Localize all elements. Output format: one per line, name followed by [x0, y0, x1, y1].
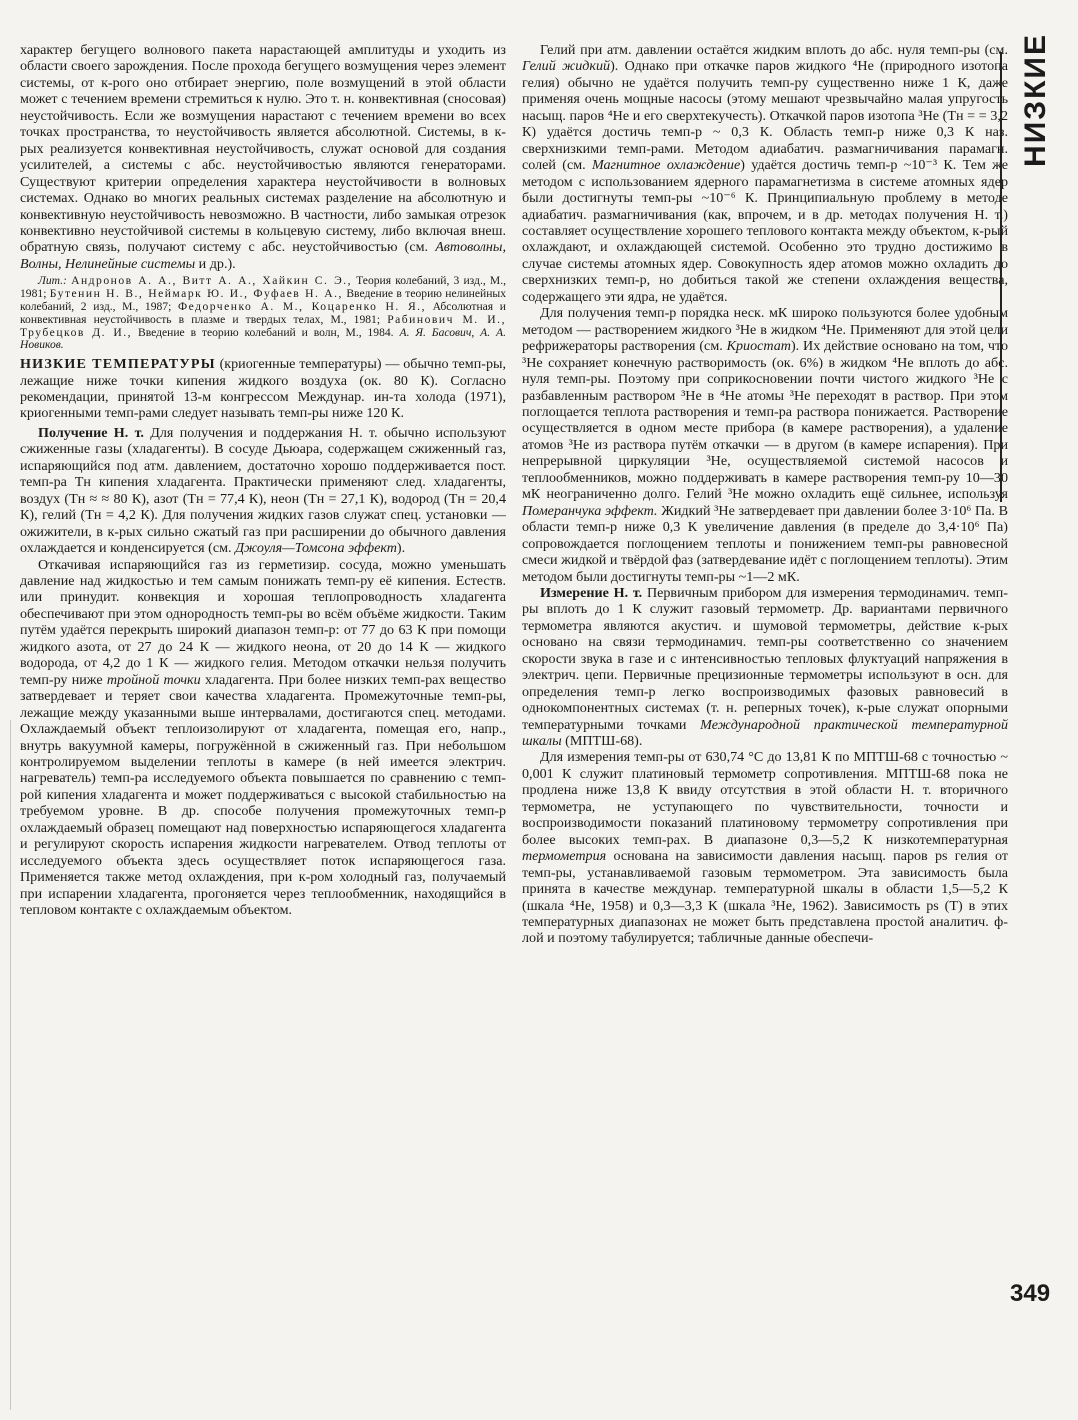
- ref-joule-thomson: Джоуля—Томсона эффект: [235, 540, 397, 557]
- ref-triple-point: тройной точки: [106, 671, 201, 688]
- section-running-head: [1010, 33, 1062, 167]
- ref-mptsh: Международной практической температурной шкалы: [522, 716, 1009, 750]
- section-heading-obtaining: Получение Н. т.: [38, 424, 144, 441]
- scan-edge-line: [10, 720, 11, 1410]
- paragraph-instability: характер бегущего волнового пакета нарастающей амплитуды и уходить из области своего зарождения. После прохода бегущего возмущения через элемент системы, от к-рого оно отбирает энергию, поле возмущений в этой области может с течением времени стремиться к нулю. Это т. н. конвективная (сносовая) неустойчивость. Если же возмущения нарастают с течением времени во всех точках пространства, то неустойчивость является абсолютной. Системы, в к-рых реализуется конвективная неустойчивость, служат основой для создания усилителей, а системы с абс. неустойчивостью являются генераторами. Существуют критерии определения характера неустойчивости в волновых системах. Однако во многих реальных системах разделение на абсолютную и конвективную неустойчивость невозможно. В частности, либо замыкая отрезок конвективно неустойчивой системы в кольцевую систему, либо включая внеш. обратную связь, получают систему с абс. неустойчивостью (см. Автоволны, Волны, Нелинейные системы и др.).: [20, 42, 506, 272]
- article-lead: НИЗКИЕ ТЕМПЕРАТУРЫ (криогенные температуры) — обычно темп-ры, лежащие ниже точки кипения жидкого воздуха (ок. 80 К). Согласно рекомендации, принятой 13-м конгрессом Междунар. ин-та холода (1971), криогенными темп-рами следует называть темп-ры ниже 120 К.: [20, 356, 506, 422]
- ref-waves: Волны,: [20, 255, 62, 272]
- ref-pomeranchuk: Померанчука эффект.: [522, 502, 658, 519]
- ref-thermometry: термометрия: [522, 848, 607, 865]
- section-measurement: Измерение Н. т. Первичным прибором для измерения термодинамич. темп-ры вплоть до 1 К служит газовый термометр. Др. вариантами первичного термометра являются акустич. и шумовой термометры, действие к-рых основано на связи термодинамич. темп-ры соответственно со значением скорости звука в газе и с интенсивностью тепловых флуктуаций напряжения в электрич. цепи. Первичные прецизионные термометры используют в осн. для определения темп-р легко воспроизводимых фазовых равновесий в однокомпонентных системах (т. н. реперных точек), к-рые служат опорными температурными точками Международной практической температурной шкалы (МПТШ-68).: [522, 584, 1009, 750]
- section-heading-measurement: Измерение Н. т.: [540, 584, 643, 601]
- article-title: НИЗКИЕ ТЕМПЕРАТУРЫ: [20, 356, 216, 373]
- literature-list: Лит.: Андронов А. А., Витт А. А., Хайкин С. Э., Теория колебаний, 3 изд., М., 1981; Бутенин Н. В., Неймарк Ю. И., Фуфаев Н. А., Введение в теорию нелинейных колебаний, 2 изд., М., 1987; Федорченко А. М., Коцаренко Н. Я., Абсолютная и конвективная неустойчивость в плазме и твердых телах, М., 1981; Рабинович М. И., Трубецков Д. И., Введение в теорию колебаний и волн, М., 1984. А. Я. Басович, А. А. Новиков.: [20, 274, 506, 352]
- section-obtaining: Получение Н. т. Для получения и поддержания Н. т. обычно используют сжиженные газы (хладагенты). В сосуде Дьюара, содержащем сжиженный газ, испаряющийся под атм. давлением, достаточно хорошо поддерживается пост. темп-ра Tн кипения хладагента. Практически применяют след. хладагенты, воздух (Tн ≈ ≈ 80 К), азот (Tн = 77,4 К), неон (Tн = 27,1 К), водород (Tн = 20,4 К), гелий (Tн = 4,2 К). Для получения жидких газов служат спец. установки — ожижители, в к-рых сильно сжатый газ при расширении до обычного давления охлаждается и конденсируется (см. Джоуля—Томсона эффект).: [20, 424, 506, 557]
- ref-magnetic-cooling: Магнитное охлаждение: [591, 157, 741, 174]
- paragraph-helium: Гелий при атм. давлении остаётся жидким вплоть до абс. нуля темп-ры (см. Гелий жидкий). Однако при откачке паров жидкого ⁴He (природного изотопа гелия) обычно не удаётся получить темп-ру существенно ниже 1 К, даже применяя очень мощные насосы (этому мешают чрезвычайно малая упругость насыщ. паров ⁴He и его сверхтекучесть). Откачкой паров изотопа ³He (Tн = = 3,2 К) удаётся достичь темп-р ~ 0,3 К. Область темп-р ниже 0,3 К наз. сверхнизкими темп-рами. Методом адиабатич. размагничивания парамагн. солей (см. Магнитное охлаждение) удаётся достичь темп-р ~10⁻³ К. Тем же методом с использованием ядерного парамагнетизма в системе атомных ядер были достигнуты темп-ры ~10⁻⁶ К. Принципиальную проблему в методе адиабатич. размагничивания (как, впрочем, и в др. методах получения Н. т.) составляет осуществление хорошего теплового контакта между объектом, к-рый охлаждают, и охлаждающей системой. Особенно это трудно достижимо в случае системы атомных ядер. Совокупность ядер атомов можно охладить до сверхнизких темп-р, но добиться такой же степени охлаждения вещества, содержащего эти ядра, не удаётся.: [522, 42, 1008, 305]
- ref-cryostat: Криостат: [726, 338, 791, 355]
- ref-liquid-helium: Гелий жидкий: [522, 58, 611, 75]
- section-word: НИЗКИЕ: [1019, 33, 1052, 167]
- paragraph-dissolution: Для получения темп-р порядка неск. мК широко пользуются более удобным методом — растворением жидкого ³He в жидком ⁴He. Применяют для этой цели рефрижераторы растворения (см. Криостат). Их действие основано на том, что ³He сохраняет конечную растворимость (ок. 6%) в жидком ⁴He вплоть до абс. нуля темп-ры. Поэтому при соприкосновении почти чистого жидкого ³He с разбавленным раствором ³He в ⁴He атомы ³He переходят в раствор. При этом поглощается теплота растворения и темп-ра раствора понижается. Растворение осуществляется в одном месте прибора (в камере растворения), а удаление атомов ³He из раствора путём откачки — в другом (в камере испарения). При непрерывной циркуляции ³He, осуществляемой системой насосов и теплообменников, можно поддерживать в камере растворения темп-ру 10—30 мК неограниченно долго. Гелий ³He можно охладить ещё сильнее, используя Померанчука эффект. Жидкий ³He затвердевает при давлении более 3·10⁶ Па. В области темп-р ниже 0,3 К увеличение давления (в пределе до 3,4·10⁶ Па) сопровождается поглощением теплоты и понижением темп-ры равновесной смеси жидкой и твёрдой фаз (затвердевание идёт с поглощением теплоты). Этим методом были достигнуты темп-ры ~1—2 мК.: [522, 305, 1009, 585]
- right-column: [522, 42, 1008, 947]
- ref-nonlinear-systems: Нелинейные системы: [65, 255, 196, 272]
- article-authors: А. Я. Басович, А. А. Новиков.: [20, 325, 506, 352]
- ref-autowaves: Автоволны,: [435, 239, 506, 256]
- left-column: [20, 42, 506, 919]
- paragraph-platinum: Для измерения темп-ры от 630,74 °С до 13,81 К по МПТШ-68 с точностью ~ 0,001 К служит платиновый термометр сопротивления. МПТШ-68 пока не продлена ниже 13,8 К ввиду отсутствия в этой области Н. т. вторичного термометра, не уступающего по чувствительности, точности и воспроизводимости показаний платиновому термометру сопротивления при более высоких темп-рах. В диапазоне 0,3—5,2 К низкотемпературная термометрия основана на зависимости давления насыщ. паров ps гелия от темп-ры, устанавливаемой газовым термометром. Эта зависимость была принята в качестве междунар. температурной шкалы в области 1,5—5,2 К (шкала ⁴He, 1958) и 0,3—3,3 К (шкала ³He, 1962). Зависимость ps (T) в этих температурных диапазонах не может быть представлена простой аналитич. ф-лой и поэтому табулируется; табличные данные обеспечи-: [522, 749, 1008, 947]
- page-number: 349: [1010, 1280, 1051, 1307]
- paragraph-pumping: Откачивая испаряющийся газ из герметизир. сосуда, можно уменьшать давление над жидкостью и тем самым понижать темп-ру её кипения. Естеств. или принудит. конвекция и хорошая теплопроводность хладагента обеспечивают при этом однородность темп-ры во всём объёме жидкости. Таким путём удаётся перекрыть широкий диапазон темп-р: от 77 до 63 К при помощи жидкого азота, от 27 до 24 К — жидкого неона, от 20 до 14 К — жидкого водорода, от 4,2 до 1 К — жидкого гелия. Методом откачки нельзя получить темп-ру ниже тройной точки хладагента. При более низких темп-рах вещество затвердевает и теряет свои качества хладагента. Промежуточные темп-ры, лежащие между указанными выше интервалами, достигаются спец. методами. Охлаждаемый объект теплоизолируют от хладагента, помещая его, напр., внутрь вакуумной камеры, погружённой в сжиженный газ. При небольшом контролируемом выделении теплоты в камере (в ней имеется электрич. нагреватель) темп-ра исследуемого объекта повышается по сравнению с темп-рой кипения хладагента и может поддерживаться с высокой стабильностью на требуемом уровне. В др. способе получения промежуточных темп-р охлаждаемый образец помещают над поверхностью испаряющегося хладагента и регулируют скорость испарения жидкости нагревателем. Отвод теплоты от исследуемого объекта здесь осуществляет поток испаряющегося газа. Применяется также метод охлаждения, при к-ром холодный газ, получаемый при испарении хладагента, прогоняется через теплообменник, находящийся в тепловом контакте с охлаждаемым объектом.: [20, 556, 506, 919]
